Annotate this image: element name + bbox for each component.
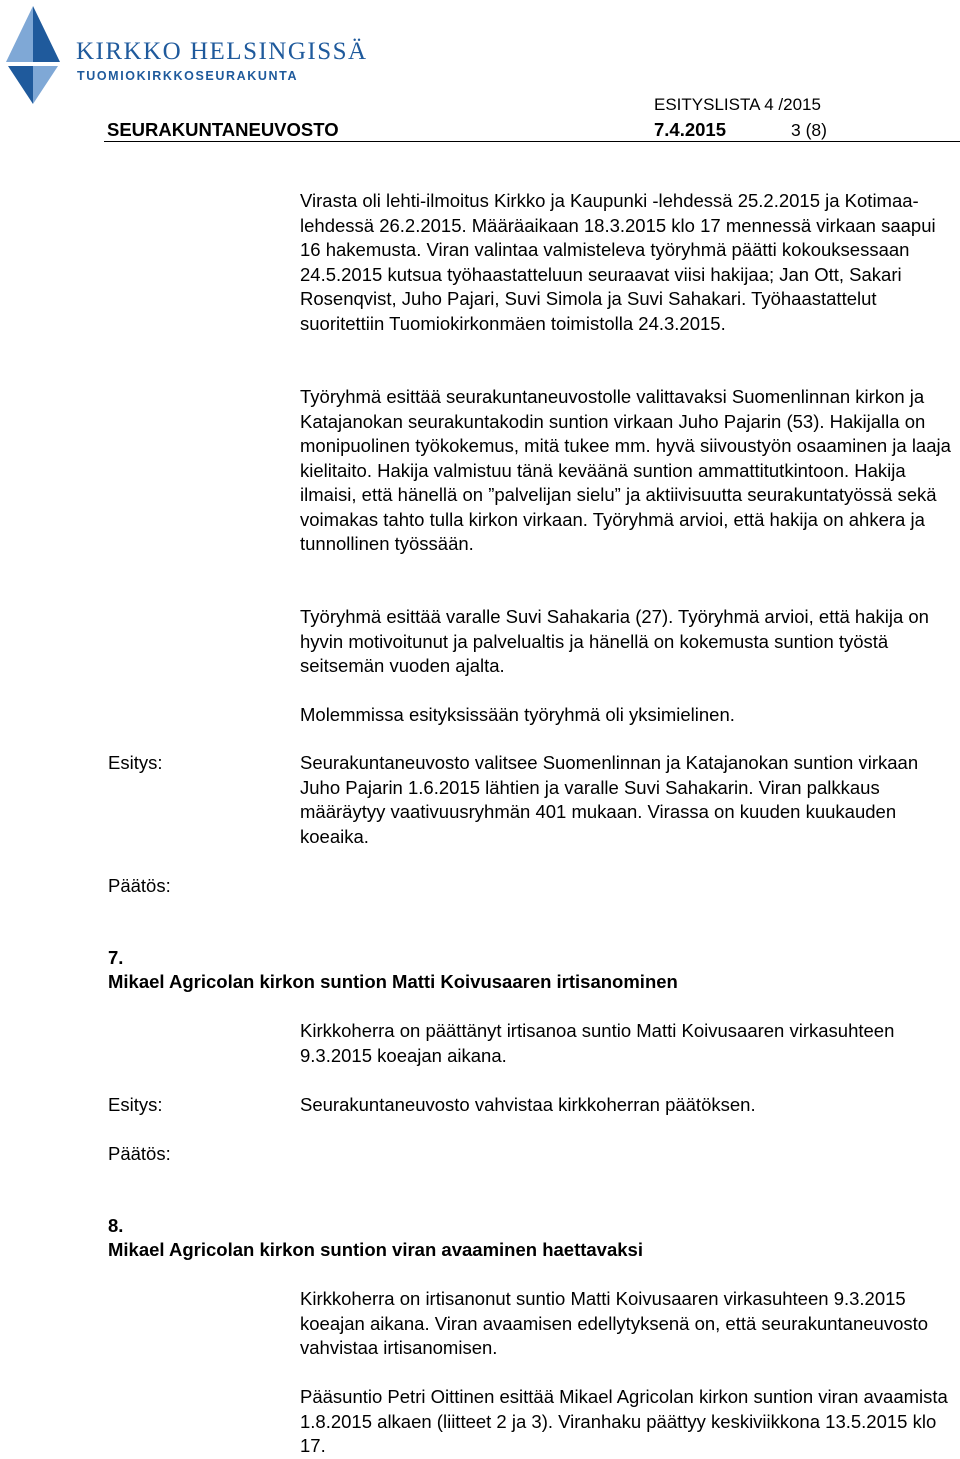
document-type: ESITYSLISTA 4 /2015: [654, 95, 821, 114]
page-number: 3 (8): [791, 120, 827, 140]
esitys-label: Esitys:: [108, 1094, 163, 1115]
logo-subtitle: TUOMIOKIRKKOSEURAKUNTA: [77, 69, 299, 83]
esitys-label: Esitys:: [108, 752, 163, 773]
meeting-date: 7.4.2015: [654, 119, 727, 140]
section-number: 8.: [108, 1215, 124, 1236]
paragraph-unanimous: Molemmissa esityksissään työryhmä oli yksimielinen.: [300, 704, 735, 725]
paragraph-reserve: Työryhmä esittää varalle Suvi Sahakaria (27). Työryhmä arvioi, että hakija on hyvin motivoitunut ja palvelualtis ja hänellä on kokemusta suntion työstä seitsemän vuoden ajalta.: [300, 606, 929, 676]
header-divider: [104, 141, 960, 142]
paatos-label: Päätös:: [108, 1143, 171, 1164]
paragraph-termination: Kirkkoherra on päättänyt irtisanoa suntio Matti Koivusaaren virkasuhteen 9.3.2015 koeajan aikana.: [300, 1020, 895, 1066]
paragraph-proposal: Työryhmä esittää seurakuntaneuvostolle valittavaksi Suomenlinnan kirkon ja Katajanokan seurakuntakodin suntion virkaan Juho Pajarin (53). Hakijalla on monipuolinen työkokemus, mitä tukee mm. hyvä siivoustyön osaaminen ja laaja kielitaito. Hakija valmistuu tänä keväänä suntion ammattitutkintoon. Hakija ilmaisi, että hänellä on ”palvelijan sielu” ja aktiivisuutta seurakuntatyössä sekä voimakas tahto tulla kirkon virkaan. Työryhmä arvioi, että hakija on ahkera ja tunnollinen työssään.: [300, 386, 951, 554]
paatos-label: Päätös:: [108, 875, 171, 896]
section-title: Mikael Agricolan kirkon suntion viran avaaminen haettavaksi: [108, 1239, 643, 1260]
section-number: 7.: [108, 947, 124, 968]
logo-name: KIRKKO HELSINGISSÄ: [76, 38, 368, 65]
paragraph-applications: Virasta oli lehti-ilmoitus Kirkko ja Kaupunki -lehdessä 25.2.2015 ja Kotimaa-lehdessä 26.2.2015. Määräaikaan 18.3.2015 klo 17 mennessä virkaan saapui 16 hakemusta. Viran valintaa valmisteleva työryhmä päätti kokouksessaan 24.5.2015 kutsua työhaastatteluun seuraavat viisi hakijaa; Jan Ott, Sakari Rosenqvist, Juho Pajari, Suvi Simola ja Suvi Sahakari. Työhaastattelut suoritettiin Tuomiokirkonmäen toimistolla 24.3.2015.: [300, 190, 936, 334]
esitys-text: Seurakuntaneuvosto vahvistaa kirkkoherran päätöksen.: [300, 1094, 756, 1115]
esitys-text: Seurakuntaneuvosto valitsee Suomenlinnan ja Katajanokan suntion virkaan Juho Pajarin 1.6.2015 lähtien ja varalle Suvi Sahakarin. Viran palkkaus määräytyy vaativuusryhmän 401 mukaan. Virassa on kuuden kuukauden koeaika.: [300, 752, 919, 847]
church-logo-icon: [2, 4, 64, 108]
section-title: Mikael Agricolan kirkon suntion Matti Koivusaaren irtisanominen: [108, 971, 678, 992]
body-name: SEURAKUNTANEUVOSTO: [107, 119, 339, 140]
paragraph-opening-proposal: Pääsuntio Petri Oittinen esittää Mikael Agricolan kirkon suntion viran avaamista 1.8.2015 alkaen (liitteet 2 ja 3). Viranhaku päättyy keskiviikkona 13.5.2015 klo 17.: [300, 1386, 948, 1456]
paragraph-termination-note: Kirkkoherra on irtisanonut suntio Matti Koivusaaren virkasuhteen 9.3.2015 koeajan aikana. Viran avaamisen edellytyksenä on, että seurakuntaneuvosto vahvistaa irtisanomisen.: [300, 1288, 929, 1358]
